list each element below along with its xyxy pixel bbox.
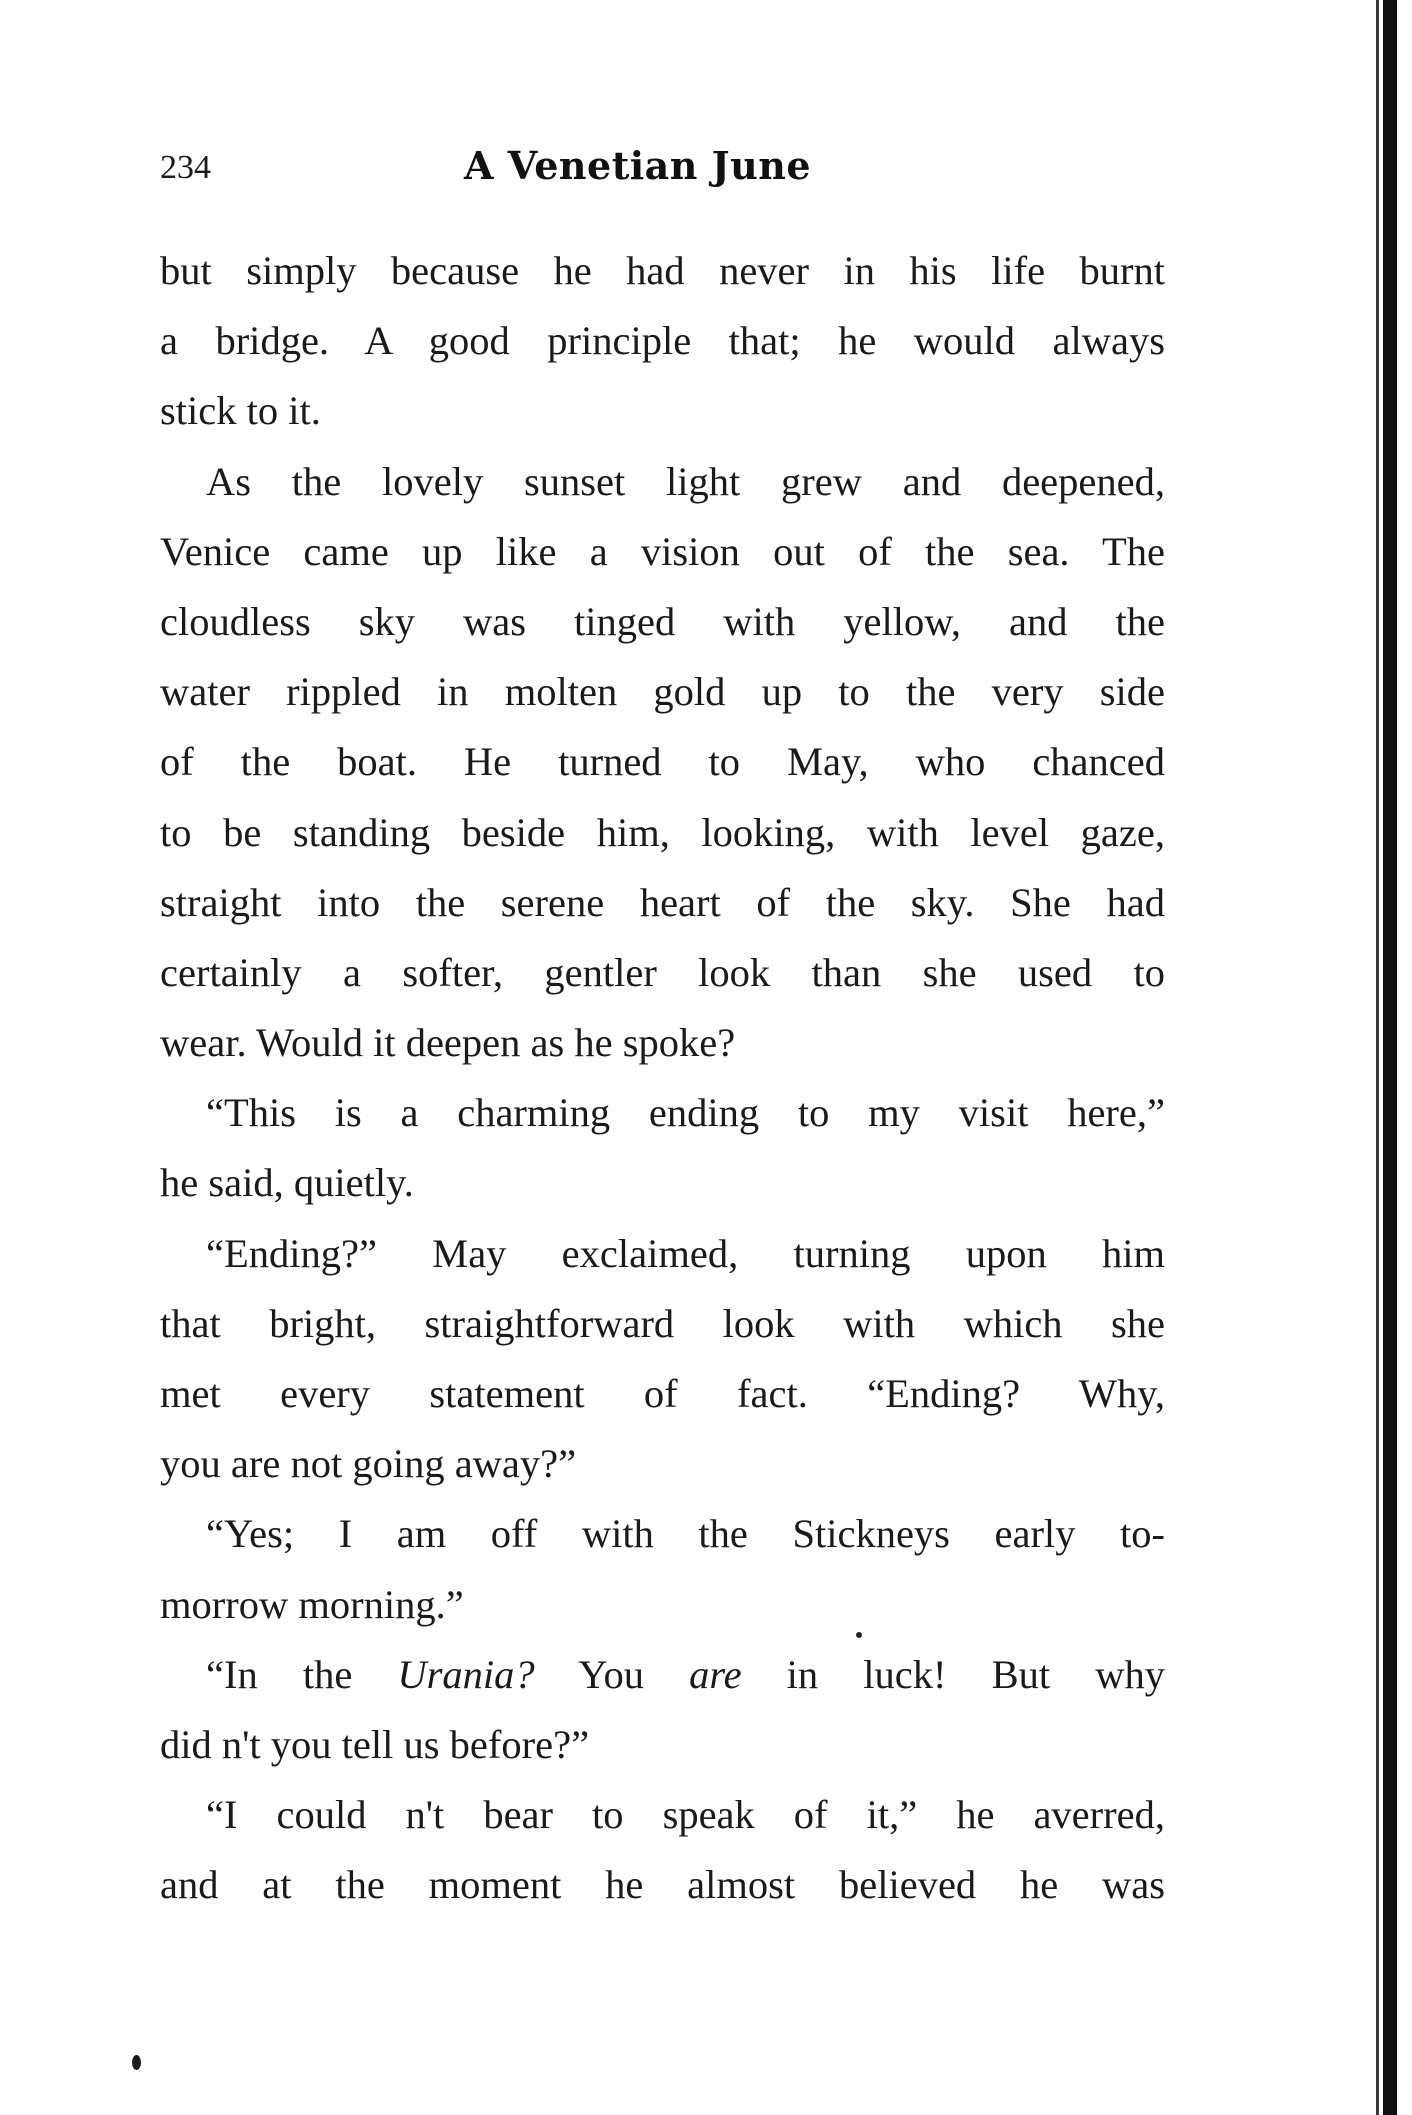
text-line: and at the moment he almost believed he was [160, 1862, 1165, 1908]
text-line: “Ending?” May exclaimed, turning upon him [206, 1230, 1165, 1276]
binding-edge [1383, 0, 1397, 2115]
text-line: wear. Would it deepen as he spoke? [160, 1020, 736, 1066]
text-line: water rippled in molten gold up to the very side [160, 669, 1165, 715]
text-line: did n't you tell us before?” [160, 1721, 590, 1767]
text-line: “Yes; I am off with the Stickneys early to- [206, 1511, 1165, 1557]
text-line: “This is a charming ending to my visit here,” [206, 1090, 1165, 1136]
text-line: Venice came up like a vision out of the sea. The [160, 528, 1165, 574]
text-line: cloudless sky was tinged with yellow, and the [160, 598, 1165, 644]
text-line: you are not going away?” [160, 1441, 577, 1487]
text-line: to be standing beside him, looking, with level gaze, [160, 809, 1165, 855]
text-fragment: “In the [206, 1651, 398, 1697]
page-header [160, 143, 1165, 203]
text-line: straight into the serene heart of the sky. She had [160, 879, 1165, 925]
text-line: met every statement of fact. “Ending? Why, [160, 1371, 1165, 1416]
ink-speck [856, 1632, 862, 1638]
text-line: of the boat. He turned to May, who chanced [160, 739, 1165, 785]
text-line: stick to it. [160, 388, 321, 434]
running-title: A Venetian June [464, 143, 812, 188]
text-line: “I could n't bear to speak of it,” he averred, [206, 1792, 1165, 1838]
page-number: 234 [160, 149, 211, 186]
text-line: but simply because he had never in his life burnt [160, 248, 1165, 293]
ink-blot [132, 2055, 141, 2070]
binding-shadow [1376, 0, 1379, 2115]
italic-emphasis: are [689, 1651, 742, 1697]
text-fragment: You [534, 1651, 690, 1697]
body-text [160, 236, 1165, 1921]
text-line [160, 1640, 1165, 1710]
text-line: he said, quietly. [160, 1160, 414, 1206]
text-line: that bright, straightforward look with which she [160, 1300, 1165, 1346]
text-line: morrow morning.” [160, 1581, 464, 1627]
text-line: As the lovely sunset light grew and deepened, [206, 458, 1165, 504]
text-line: a bridge. A good principle that; he would always [160, 318, 1165, 364]
italic-title: Urania? [397, 1651, 535, 1697]
text-line: certainly a softer, gentler look than she used to [160, 949, 1165, 995]
text-fragment: in luck! But why [741, 1651, 1165, 1697]
